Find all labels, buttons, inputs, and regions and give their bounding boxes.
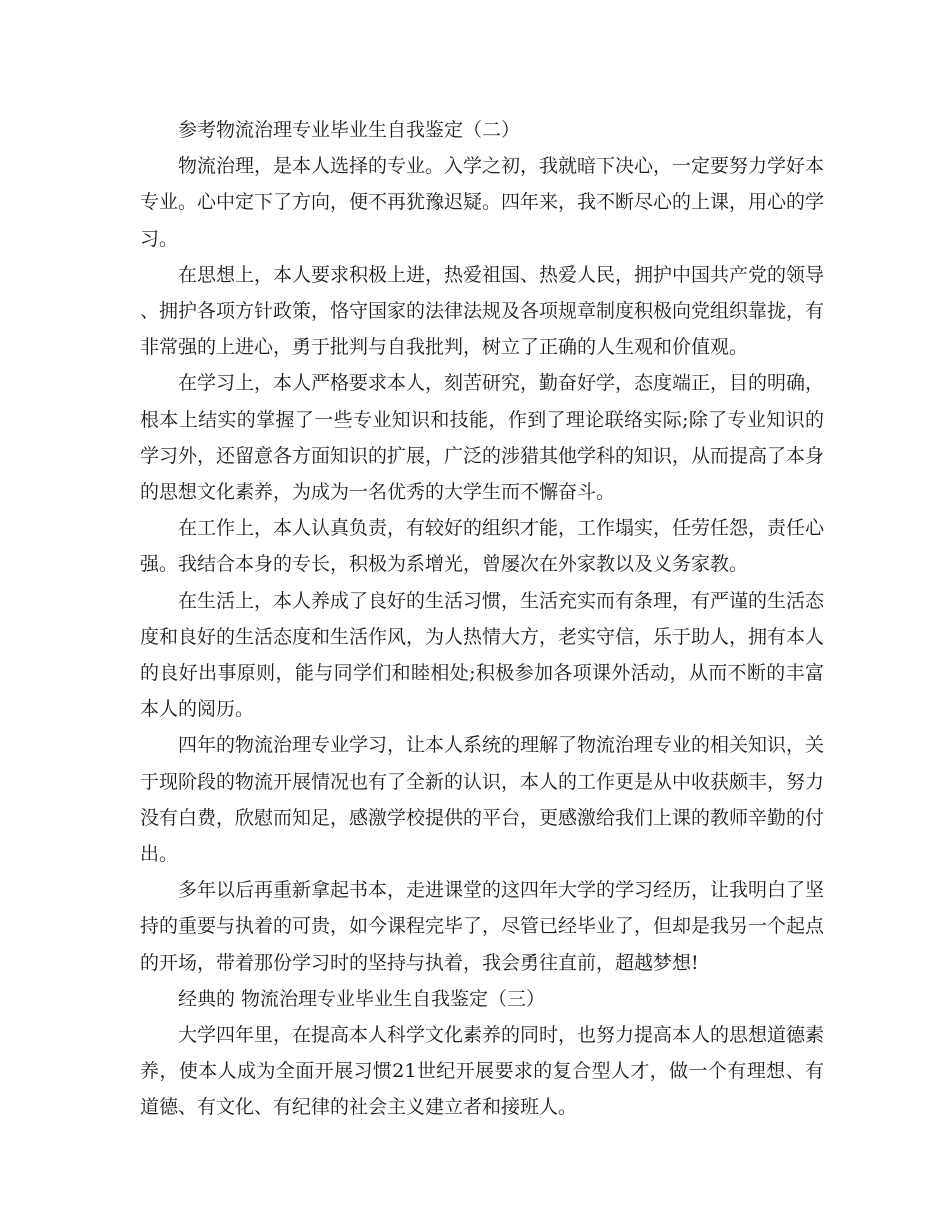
paragraph-future: 多年以后再重新拿起书本，走进课堂的这四年大学的学习经历，让我明白了坚持的重要与执着的可贵，如今课程完毕了，尽管已经毕业了，但却是我另一个起点的开场，带着那份学习时的坚持与执着，我会勇往直前，超越梦想!	[140, 879, 825, 974]
document-body	[140, 112, 824, 1126]
paragraph-study: 在学习上，本人严格要求本人，刻苦研究，勤奋好学，态度端正，目的明确，根本上结实的掌握了一些专业知识和技能，作到了理论联络实际;除了专业知识的学习外，还留意各方面知识的扩展，广泛的涉猎其他学科的知识，从而提高了本身的思想文化素养，为成为一名优秀的大学生而不懈奋斗。	[140, 372, 825, 504]
section-heading-3: 经典的 物流治理专业毕业生自我鉴定（三）	[178, 987, 546, 1010]
paragraph-four-years: 四年的物流治理专业学习，让本人系统的理解了物流治理专业的相关知识，关于现阶段的物流开展情况也有了全新的认识，本人的工作更是从中收获颇丰，努力没有白费，欣慰而知足，感激学校提供的平台，更感激给我们上课的教师辛勤的付出。	[140, 734, 825, 866]
section-heading-2: 参考物流治理专业毕业生自我鉴定（二）	[178, 119, 521, 141]
paragraph-life: 在生活上，本人养成了良好的生活习惯，生活充实而有条理，有严谨的生活态度和良好的生活态度和生活作风，为人热情大方，老实守信，乐于助人，拥有本人的良好出事原则，能与同学们和睦相处;积极参加各项课外活动，从而不断的丰富本人的阅历。	[140, 589, 825, 721]
paragraph-university: 大学四年里，在提高本人科学文化素养的同时，也努力提高本人的思想道德素养，使本人成为全面开展习惯21世纪开展要求的复合型人才，做一个有理想、有道德、有文化、有纪律的社会主义建立者和接班人。	[140, 1024, 825, 1119]
paragraph-thought: 在思想上，本人要求积极上进，热爱祖国、热爱人民，拥护中国共产党的领导、拥护各项方针政策，恪守国家的法律法规及各项规章制度积极向党组织靠拢，有非常强的上进心，勇于批判与自我批判，树立了正确的人生观和价值观。	[140, 263, 825, 359]
paragraph-work: 在工作上，本人认真负责，有较好的组织才能，工作塌实，任劳任怨，责任心强。我结合本身的专长，积极为系增光，曾屡次在外家教以及义务家教。	[140, 517, 825, 576]
paragraph-intro: 物流治理，是本人选择的专业。入学之初，我就暗下决心，一定要努力学好本专业。心中定下了方向，便不再犹豫迟疑。四年来，我不断尽心的上课，用心的学习。	[140, 155, 825, 250]
